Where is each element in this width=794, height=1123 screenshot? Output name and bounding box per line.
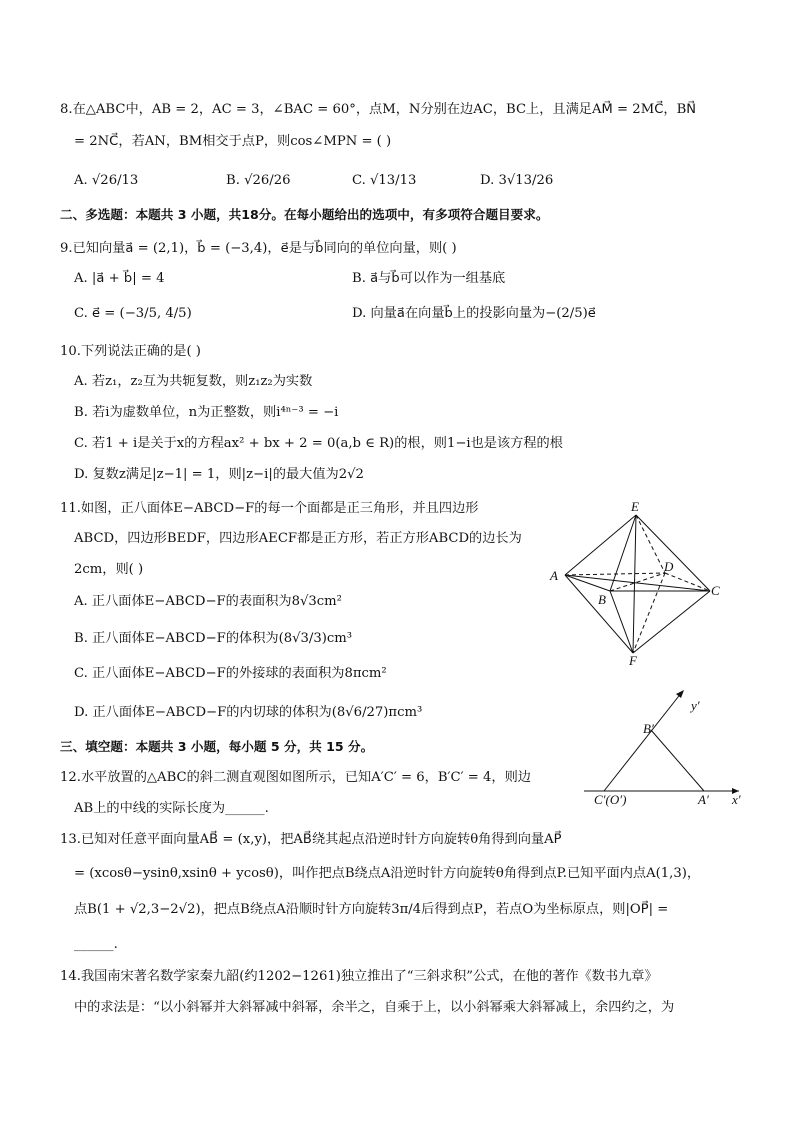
edge-bf — [610, 591, 633, 653]
q8-option-c: C. √13/13 — [352, 173, 417, 188]
q12-line2: AB上的中线的实际长度为______. — [74, 801, 269, 816]
label-b-prime: B′ — [643, 721, 654, 736]
q14-line1: 14.我国南宋著名数学家秦九韶(约1202−1261)独立推出了“三斜求积”公式，在他的著作《数书九章》 — [60, 969, 658, 984]
q11-option-a: A. 正八面体E−ABCD−F的表面积为8√3cm² — [74, 594, 342, 609]
segment-ba — [651, 730, 704, 791]
label-e: E — [631, 499, 639, 514]
octahedron-figure — [540, 495, 730, 675]
label-c-o-prime: C′(O′) — [594, 792, 627, 807]
q9-option-c: C. e⃗ = (−3/5, 4/5) — [74, 306, 192, 321]
q12-line1: 12.水平放置的△ABC的斜二测直观图如图所示，已知A′C′ = 6，B′C′ = 4，则边 — [60, 770, 531, 785]
q13-line3: 点B(1 + √2,3−2√2)，把点B绕点A沿顺时针方向旋转3π/4后得到点P，若点O为坐标原点，则|OP⃗| = — [74, 902, 669, 917]
label-x-axis: x′ — [732, 792, 741, 807]
q9-option-b: B. a⃗与b⃗可以作为一组基底 — [352, 271, 506, 286]
q10-option-a: A. 若z₁，z₂互为共轭复数，则z₁z₂为实数 — [74, 374, 313, 389]
q11-line1: 11.如图，正八面体E−ABCD−F的每一个面都是正三角形，并且四边形 — [60, 501, 479, 516]
label-a-prime: A′ — [698, 792, 709, 807]
edge-ed — [636, 515, 665, 573]
section-2-heading: 二、多选题：本题共 3 小题，共18分。在每小题给出的选项中，有多项符合题目要求。 — [60, 207, 549, 222]
q10-option-c: C. 若1 + i是关于x的方程ax² + bx + 2 = 0(a,b ∈ R)的根，则1−i也是该方程的根 — [74, 436, 563, 451]
q13-line2: = (xcosθ−ysinθ,xsinθ + ycosθ)，叫作把点B绕点A沿逆时针方向旋转θ角得到点P.已知平面内点A(1,3)， — [74, 866, 701, 881]
edge-bd — [610, 573, 665, 591]
label-b: B — [598, 592, 606, 607]
q10-option-d: D. 复数z满足|z−1| = 1，则|z−i|的最大值为2√2 — [74, 467, 364, 482]
label-d: D — [664, 559, 674, 574]
q10-stem: 10.下列说法正确的是( ) — [60, 344, 201, 359]
label-y-axis: y′ — [691, 698, 700, 713]
edge-cf — [633, 591, 710, 653]
label-f: F — [629, 653, 637, 668]
edge-df — [633, 573, 665, 653]
q11-line3: 2cm，则( ) — [74, 562, 144, 577]
q11-option-d: D. 正八面体E−ABCD−F的内切球的体积为(8√6/27)πcm³ — [74, 705, 423, 720]
y-axis-arrow — [676, 690, 684, 698]
q13-line1: 13.已知对任意平面向量AB⃗ = (x,y)，把AB⃗绕其起点沿逆时针方向旋转θ角得到向量AP⃗ — [60, 832, 562, 847]
edge-ef — [633, 515, 636, 653]
edge-ad — [565, 573, 665, 575]
q14-line2: 中的求法是：“以小斜幂并大斜幂减中斜幂，余半之，自乘于上，以小斜幂乘大斜幂减上，余四约之，为 — [74, 1000, 675, 1015]
q8-line1: 8.在△ABC中，AB = 2，AC = 3，∠BAC = 60°，点M，N分别在边AC，BC上，且满足AM⃗ = 2MC⃗，BN⃗ — [60, 102, 697, 117]
y-axis-line — [604, 692, 682, 791]
q11-option-b: B. 正八面体E−ABCD−F的体积为(8√3/3)cm³ — [74, 631, 353, 646]
label-a: A — [550, 568, 558, 583]
q11-option-c: C. 正八面体E−ABCD−F的外接球的表面积为8πcm² — [74, 666, 387, 681]
q10-option-b: B. 若i为虚数单位，n为正整数，则i⁴ⁿ⁻³ = −i — [74, 405, 339, 420]
q9-option-d: D. 向量a⃗在向量b⃗上的投影向量为−(2/5)e⃗ — [352, 306, 596, 321]
q8-line2: = 2NC⃗，若AN，BM相交于点P，则cos∠MPN = ( ) — [74, 134, 392, 149]
q9-option-a: A. |a⃗ + b⃗| = 4 — [74, 271, 165, 286]
q9-stem: 9.已知向量a⃗ = (2,1)，b⃗ = (−3,4)，e⃗是与b⃗同向的单位向量，则( ) — [60, 241, 457, 256]
oblique-axes-figure — [574, 690, 774, 815]
section-3-heading: 三、填空题：本题共 3 小题，每小题 5 分，共 15 分。 — [60, 739, 374, 754]
label-c: C — [711, 583, 720, 598]
q8-option-b: B. √26/26 — [226, 173, 291, 188]
q11-line2: ABCD，四边形BEDF，四边形AECF都是正方形，若正方形ABCD的边长为 — [74, 531, 522, 546]
q13-line4: ______. — [74, 937, 118, 952]
q8-option-a: A. √26/13 — [74, 173, 139, 188]
edge-ec — [636, 515, 710, 591]
q8-option-d: D. 3√13/26 — [480, 173, 554, 188]
